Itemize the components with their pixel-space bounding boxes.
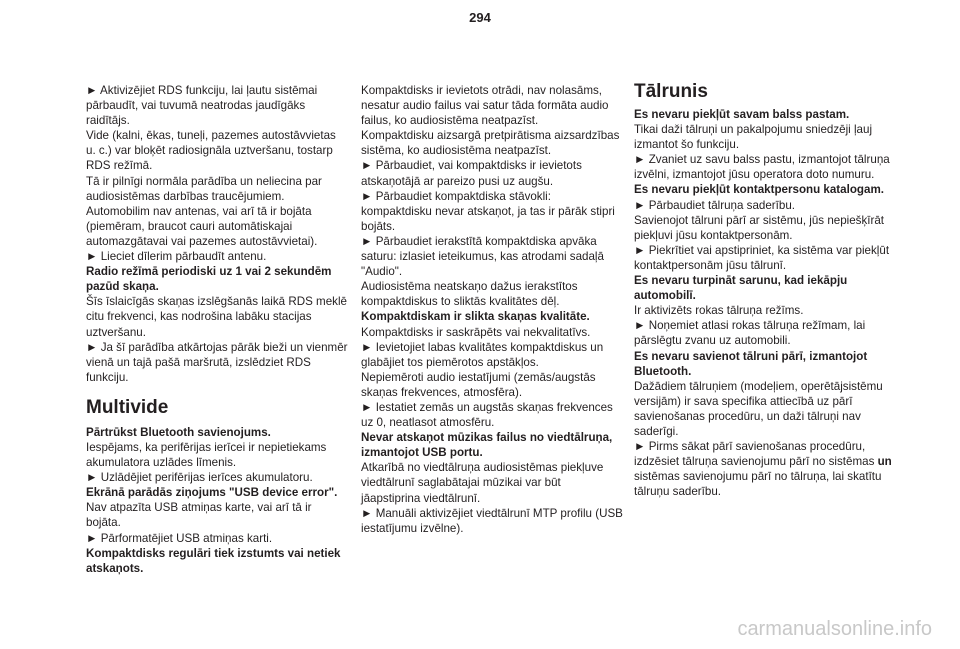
- paragraph: Nav atpazīta USB atmiņas karte, vai arī tā ir bojāta.: [86, 501, 312, 530]
- paragraph: ► Ja šī parādība atkārtojas pārāk bieži un vienmēr vienā un tajā pašā maršrutā, izslēdziet RDS funkciju.: [86, 340, 348, 384]
- paragraph: Iespējams, ka perifērijas ierīcei ir nepietiekams akumulatora uzlādes līmenis.: [86, 440, 327, 470]
- column-left: [86, 83, 348, 576]
- problem-title: Kompaktdiskam ir slikta skaņas kvalitāte.: [361, 310, 590, 324]
- paragraph: ► Iestatiet zemās un augstās skaņas frekvences uz 0, neatlasot atmosfēru.: [361, 400, 613, 430]
- section-heading: Multivide: [86, 396, 169, 418]
- paragraph: Ir aktivizēts rokas tālruņa režīms.: [634, 304, 804, 318]
- paragraph: Automobilim nav antenas, vai arī tā ir bojāta (piemēram, braucot cauri automātiskajai automazgātavai vai pazemes autostāvvietai).: [86, 204, 318, 248]
- paragraph: ► Aktivizējiet RDS funkciju, lai ļautu sistēmai pārbaudīt, vai tuvumā neatrodas jaudīgāks raidītājs.: [86, 84, 318, 128]
- column-right: [634, 83, 896, 499]
- paragraph: ► Uzlādējiet perifērijas ierīces akumulatoru.: [86, 471, 313, 485]
- problem-title: Nevar atskaņot mūzikas failus no viedtālruņa, izmantojot USB portu.: [361, 431, 613, 460]
- paragraph: Savienojot tālruni pārī ar sistēmu, jūs nepiešķīrāt piekļuvi jūsu kontaktpersonām.: [634, 213, 885, 242]
- paragraph: Kompaktdisks ir saskrāpēts vai nekvalitatīvs.: [361, 325, 591, 339]
- section-heading: Tālrunis: [634, 81, 708, 102]
- paragraph: ► Pārformatējiet USB atmiņas karti.: [86, 531, 273, 545]
- paragraph: Atkarībā no viedtālruņa audiosistēmas piekļuve viedtālrunī saglabātajai mūzikai var būt jāapstiprina viedtālrunī.: [361, 461, 604, 505]
- paragraph: Tikai daži tālruņi un pakalpojumu sniedzēji ļauj izmantot šo funkciju.: [634, 123, 873, 152]
- problem-title: Es nevaru piekļūt kontaktpersonu katalogam.: [634, 183, 884, 197]
- paragraph: Vide (kalni, ēkas, tuneļi, pazemes autostāvvietas u. c.) var bloķēt radiosignāla uztveršanu, tostarp RDS režīmā.: [86, 129, 336, 173]
- paragraph: ► Manuāli aktivizējiet viedtālrunī MTP profilu (USB iestatījumu izvēlne).: [361, 506, 623, 535]
- page-number: 294: [469, 10, 491, 25]
- paragraph: Tā ir pilnīgi normāla parādība un neliecina par audiosistēmas darbības traucējumiem.: [86, 174, 322, 203]
- problem-title: Es nevaru piekļūt savam balss pastam.: [634, 108, 850, 121]
- problem-title: Pārtrūkst Bluetooth savienojums.: [86, 425, 271, 439]
- paragraph-emphasis: un: [877, 455, 892, 469]
- paragraph: ► Zvaniet uz savu balss pastu, izmantojot tālruņa izvēlni, izmantojot jūsu operatora doto numuru.: [634, 153, 890, 182]
- paragraph: Audiosistēma neatskaņo dažus ierakstītos kompaktdiskus to sliktās kvalitātes dēļ.: [361, 280, 578, 309]
- paragraph: ► Pārbaudiet, vai kompaktdisks ir ievietots atskaņotājā ar pareizo pusi uz augšu.: [361, 159, 582, 188]
- paragraph: ► Pārbaudiet kompaktdiska stāvokli: kompaktdisku nevar atskaņot, ja tas ir pārāk stipri bojāts.: [361, 189, 615, 233]
- paragraph-text: sistēmas savienojumu pārī no tālruņa, lai skatītu tālruņu saderību.: [634, 470, 882, 499]
- paragraph: [634, 439, 896, 499]
- paragraph: Kompaktdisku aizsargā pretpirātisma aizsardzības sistēma, ko audiosistēma neatpazīst.: [361, 129, 620, 158]
- paragraph: ► Noņemiet atlasi rokas tālruņa režīmam, lai pārslēgtu zvanu uz automobili.: [634, 319, 866, 348]
- paragraph: ► Ievietojiet labas kvalitātes kompaktdiskus un glabājiet tos piemērotos apstākļos.: [361, 340, 604, 369]
- problem-title: Ekrānā parādās ziņojums "USB device error".: [86, 486, 338, 500]
- problem-title: Radio režīmā periodiski uz 1 vai 2 sekundēm pazūd skaņa.: [86, 265, 332, 294]
- column-middle: [361, 83, 623, 536]
- paragraph-text: ► Pirms sākat pārī savienošanas procedūru, izdzēsiet tālruņa savienojumu pārī no sistēmas: [634, 440, 878, 469]
- paragraph: ► Pārbaudiet ierakstītā kompaktdiska apvāka saturu: izlasiet ieteikumus, kas atrodami sadaļā "Audio".: [361, 234, 604, 279]
- paragraph: Šīs īslaicīgās skaņas izslēgšanās laikā RDS meklē citu frekvenci, kas nodrošina labāku stacijas uztveršanu.: [86, 295, 347, 339]
- paragraph: ► Pārbaudiet tālruņa saderību.: [634, 198, 796, 212]
- watermark: carmanualsonline.info: [737, 618, 932, 640]
- problem-title: Kompaktdisks regulāri tiek izstumts vai netiek atskaņots.: [86, 546, 341, 575]
- paragraph: Dažādiem tālruņiem (modeļiem, operētājsistēmu versijām) ir sava specifika attiecībā uz pārī savienošanas procedūru, un daži tālruņi nav saderīgi.: [634, 379, 883, 438]
- paragraph: Kompaktdisks ir ievietots otrādi, nav nolasāms, nesatur audio failus vai satur tāda formāta audio failus, ko audiosistēma neatpazīst.: [361, 84, 609, 128]
- paragraph: Nepiemēroti audio iestatījumi (zemās/augstās skaņas frekvences, atmosfēra).: [361, 370, 596, 399]
- paragraph: ► Lieciet dīlerim pārbaudīt antenu.: [86, 250, 267, 264]
- paragraph: ► Piekrītiet vai apstipriniet, ka sistēma var piekļūt kontaktpersonām jūsu tālrunī.: [634, 243, 890, 272]
- problem-title: Es nevaru savienot tālruni pārī, izmantojot Bluetooth.: [634, 349, 868, 378]
- problem-title: Es nevaru turpināt sarunu, kad iekāpju automobilī.: [634, 274, 848, 303]
